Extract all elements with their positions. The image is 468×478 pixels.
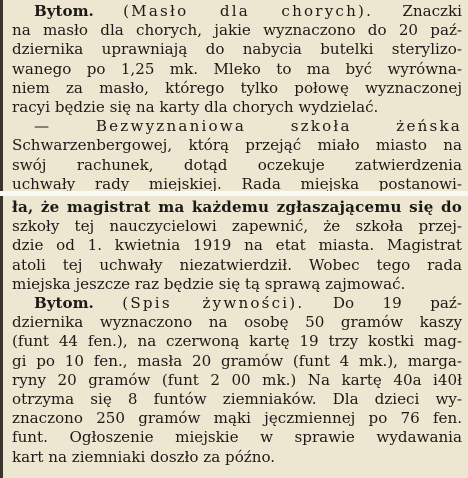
article-clipping-top (0, 0, 468, 191)
text-line: dziernika uprawniają do nabycia butelki sterylizo- (12, 40, 462, 59)
headline-topic: (Masło dla chorych). (123, 2, 374, 20)
text-line: wanego po 1,25 mk. Mleko to ma być wyrówna- (12, 59, 462, 78)
text-line: atoli tej uchwały niezatwierdził. Wobec tego rada (12, 255, 462, 274)
text-line: racyi będzie się na karty dla chorych wydzielać. (12, 98, 379, 117)
article-clipping-bottom (0, 196, 468, 478)
column-rule (0, 196, 3, 478)
text-line: uchwały rady miejskiej. Rada miejska postanowi- (12, 174, 462, 191)
headline-place: Bytom. (34, 2, 94, 20)
subhead-title: — Bezwyznaniowa szkoła żeńska (34, 117, 462, 136)
text-line: na masło dla chorych, jakie wyznaczono do 20 paź- (12, 21, 462, 40)
headline-line (12, 294, 462, 313)
text-line: znaczono 250 gramów mąki jęczmiennej po 76 fen. (12, 409, 462, 428)
text-line: Schwarzenbergowej, którą przejąć miało miasto na (12, 136, 462, 155)
headline-rest: Znaczki (402, 2, 462, 20)
headline-place: Bytom. (34, 294, 94, 313)
headline-line (12, 2, 462, 21)
text-line: gi po 10 fen., masła 20 gramów (funt 4 mk.), marga- (12, 351, 462, 370)
column-rule (0, 0, 3, 191)
subhead-line (12, 117, 462, 136)
headline-topic: (Spis żywności). (122, 294, 305, 313)
article-text-bottom (12, 198, 462, 467)
text-line: funt. Ogłoszenie miejskie w sprawie wydawania (12, 428, 462, 447)
text-line: szkoły tej nauczycielowi zapewnić, że szkoła przej- (12, 217, 462, 236)
text-line: ła, że magistrat ma każdemu zgłaszającemu się do (12, 198, 462, 216)
article-text-top (12, 2, 462, 191)
text-line: swój rachunek, dotąd oczekuje zatwierdzenia (12, 155, 462, 174)
text-line: niem za masło, którego tylko połowę wyznaczonej (12, 78, 462, 97)
text-line: (funt 44 fen.), na czerwoną kartę 19 trzy kostki mag- (12, 332, 462, 351)
headline-rest: Do 19 paź- (332, 294, 462, 313)
text-line: ryny 20 gramów (funt 2 00 mk.) Na kartę 40a i40ł (12, 370, 462, 389)
text-line: otrzyma się 8 funtów ziemniaków. Dla dzieci wy- (12, 390, 462, 409)
text-line: dzie od 1. kwietnia 1919 na etat miasta. Magistrat (12, 236, 462, 255)
text-line: kart na ziemniaki doszło za późno. (12, 447, 276, 466)
text-line: dziernika wyznaczono na osobę 50 gramów kaszy (12, 313, 462, 332)
text-line: miejska jeszcze raz będzie się tą sprawą zajmować. (12, 274, 406, 293)
